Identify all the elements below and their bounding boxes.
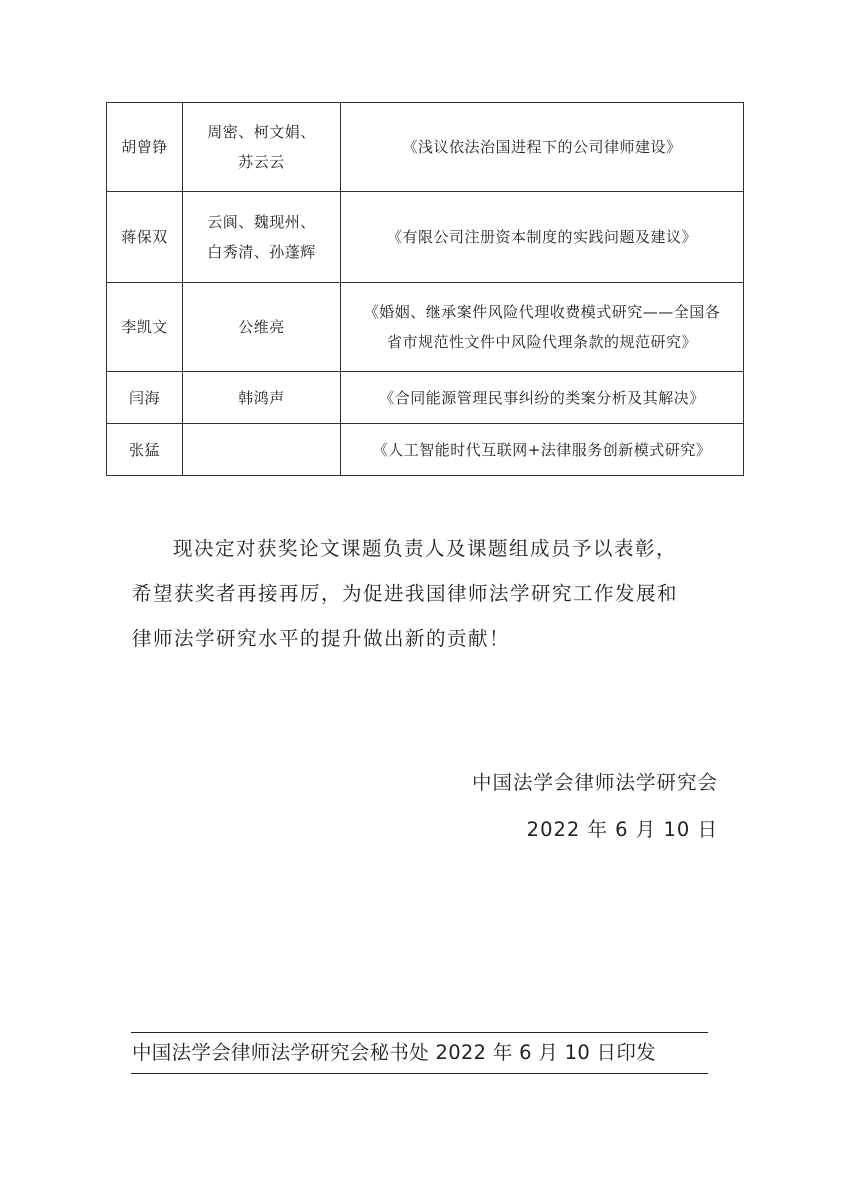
members-cell	[183, 283, 341, 372]
signature-date: 2022 年 6 月 10 日	[526, 818, 718, 841]
paper-title-cell	[341, 424, 744, 476]
footer-top-rule	[131, 1032, 708, 1033]
paper-title-line: 《婚姻、继承案件风险代理收费模式研究——全国各	[363, 303, 721, 321]
paper-title-cell	[341, 283, 744, 372]
paragraph-line: 律师法学研究水平的提升做出新的贡献！	[132, 627, 511, 650]
table-row	[107, 192, 744, 283]
lead-author-cell: 胡曾铮	[107, 103, 183, 192]
paragraph-line: 现决定对获奖论文课题负责人及课题组成员予以表彰，	[173, 537, 678, 560]
members-cell	[183, 192, 341, 283]
lead-author-cell: 李凯文	[107, 283, 183, 372]
lead-author-cell: 张猛	[107, 424, 183, 476]
paper-title-cell	[341, 372, 744, 424]
member-line: 云阆、魏现州、	[207, 213, 316, 231]
commendation-paragraph	[132, 526, 732, 661]
paragraph-line: 希望获奖者再接再厉，为促进我国律师法学研究工作发展和	[132, 582, 679, 605]
lead-author-cell: 闫海	[107, 372, 183, 424]
member-line: 公维亮	[238, 318, 285, 336]
members-cell	[183, 424, 341, 476]
member-line: 周密、柯文娟、	[207, 123, 316, 141]
paper-title-line: 省市规范性文件中风险代理条款的规范研究》	[386, 333, 697, 351]
paper-title-cell	[341, 103, 744, 192]
footer-issuer-line: 中国法学会律师法学研究会秘书处 2022 年 6 月 10 日印发	[132, 1041, 656, 1064]
member-line: 白秀清、孙蓬辉	[207, 243, 316, 261]
table-row	[107, 372, 744, 424]
signature-organization: 中国法学会律师法学研究会	[471, 771, 718, 794]
members-cell	[183, 372, 341, 424]
member-line: 苏云云	[238, 153, 285, 171]
paper-title-line: 《浅议依法治国进程下的公司律师建设》	[402, 138, 682, 156]
paper-title-line: 《合同能源管理民事纠纷的类案分析及其解决》	[379, 388, 705, 407]
paper-title-line: 《有限公司注册资本制度的实践问题及建议》	[386, 228, 697, 246]
paper-title-line: 《人工智能时代互联网+法律服务创新模式研究》	[372, 440, 712, 459]
member-line: 韩鸿声	[238, 388, 285, 407]
paper-title-cell	[341, 192, 744, 283]
members-cell	[183, 103, 341, 192]
table-row	[107, 424, 744, 476]
table-row	[107, 103, 744, 192]
footer-bottom-rule	[131, 1073, 708, 1074]
table-row	[107, 283, 744, 372]
award-table	[106, 102, 744, 476]
lead-author-cell: 蒋保双	[107, 192, 183, 283]
